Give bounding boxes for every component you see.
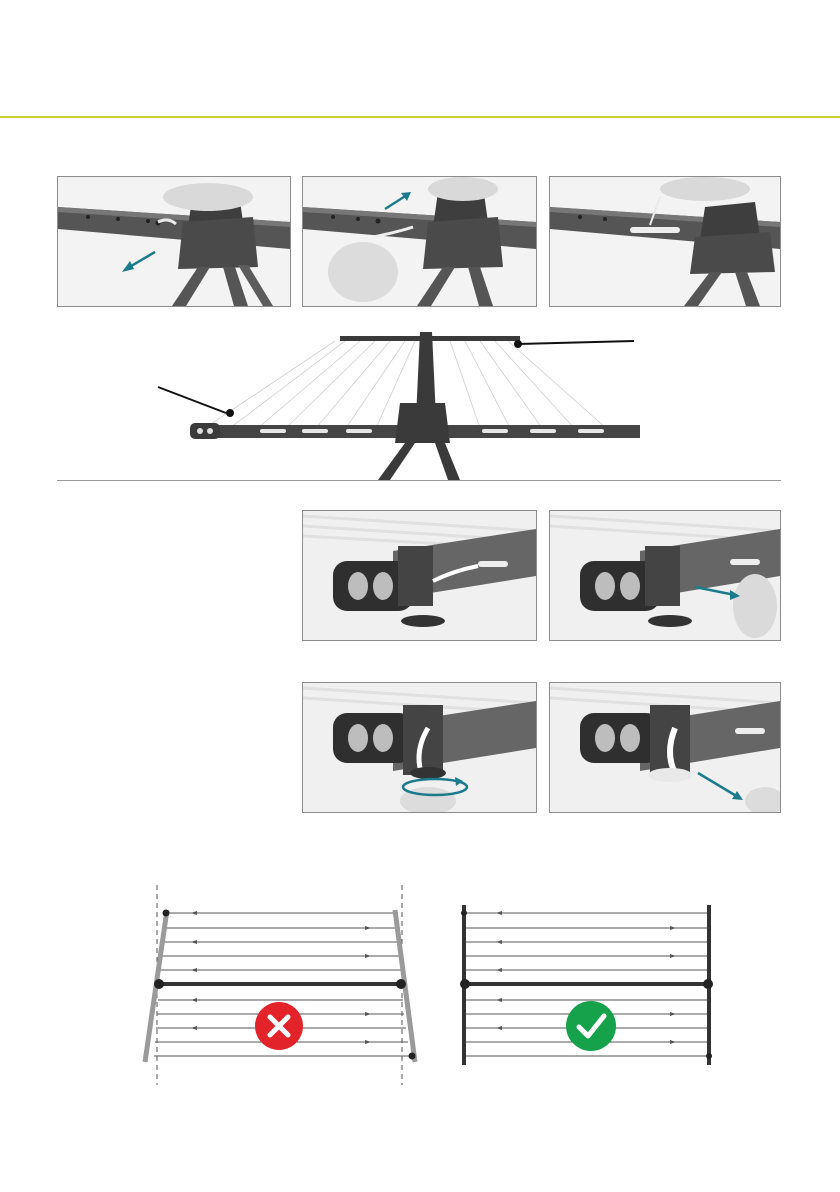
callout-leaders (0, 0, 840, 480)
cross-icon (255, 1002, 303, 1050)
tension-photo-3 (302, 682, 537, 813)
tension-photo-2 (549, 510, 781, 641)
right-alignment-diagram (450, 880, 730, 1090)
check-icon (566, 1001, 616, 1051)
wrong-alignment-diagram (125, 880, 435, 1090)
tension-photo-1 (302, 510, 537, 641)
section-divider (57, 480, 781, 481)
tension-photo-4 (549, 682, 781, 813)
